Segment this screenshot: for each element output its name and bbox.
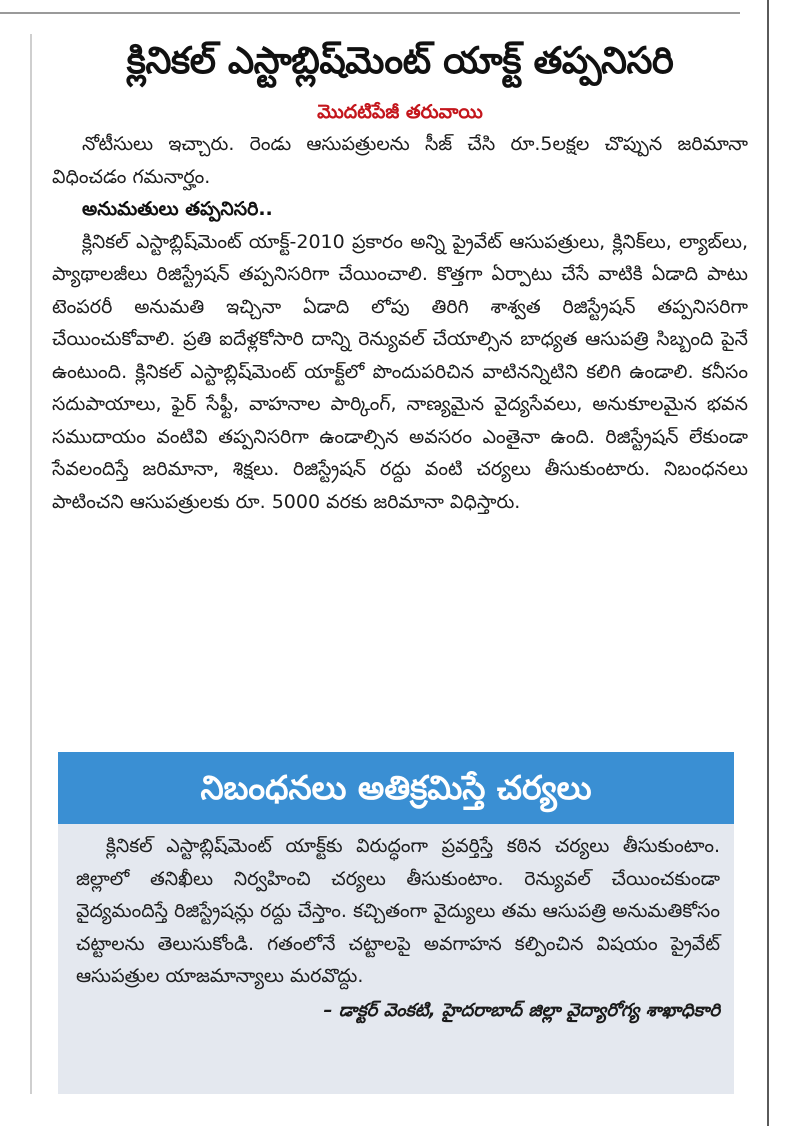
box-title-banner: నిబంధనలు అతిక్రమిస్తే చర్యలు (58, 752, 734, 824)
left-column-rule (30, 34, 32, 1094)
sidebar-quote-box (58, 752, 734, 1094)
official-quote: క్లినికల్ ఎస్టాబ్లిష్‌మెంట్ యాక్ట్‌కు విరుద్ధంగా ప్రవర్తిస్తే కఠిన చర్యలు తీసుకుంటాం. జిల్లాలో తనిఖీలు నిర్వహించి చర్యలు తీసుకుంటాం. రెన్యువల్ చేయించకుండా వైద్యమందిస్తే రిజిస్ట్రేషన్లు రద్దు చేస్తాం. కచ్చితంగా వైద్యులు తమ ఆసుపత్రి అనుమతికోసం చట్టాలను తెలుసుకోండి. గతంలోనే చట్టాలపై అవగాహన కల్పించిన విషయం ప్రైవేట్ ఆసుపత్రుల యాజమాన్యాలు మరవొద్దు. (76, 835, 720, 987)
article-body (52, 128, 748, 518)
section-subheading: అనుమతులు తప్పనిసరి.. (82, 198, 273, 220)
column-divider (767, 0, 769, 1126)
top-divider (0, 12, 740, 14)
news-article (52, 28, 748, 518)
quote-attribution: – డాక్టర్ వెంకటి, హైదరాబాద్ జిల్లా వైద్యారోగ్య శాఖాధికారి (323, 999, 720, 1021)
intro-paragraph: నోటీసులు ఇచ్చారు. రెండు ఆసుపత్రులను సీజ్ చేసి రూ.5లక్షల చొప్పున జరిమానా విధించడం గమనార్హం. (52, 133, 748, 188)
continuation-label: మొదటిపేజీ తరువాయి (317, 101, 483, 123)
box-body (58, 824, 734, 1027)
article-headline: క్లినికల్ ఎస్టాబ్లిష్‌మెంట్ యాక్ట్ తప్పనిసరి (126, 39, 674, 82)
main-paragraph: క్లినికల్ ఎస్టాబ్లిష్‌మెంట్ యాక్ట్-2010 ప్రకారం అన్ని ప్రైవేట్ ఆసుపత్రులు, క్లినిక్‌లు, ల్యాబ్‌లు, ప్యాథాలజీలు రిజిస్ట్రేషన్ తప్పనిసరిగా చేయించాలి. కొత్తగా ఏర్పాటు చేసే వాటికి ఏడాది పాటు టెంపరరీ అనుమతి ఇచ్చినా ఏడాది లోపు తిరిగి శాశ్వత రిజిస్ట్రేషన్ తప్పనిసరిగా చేయించుకోవాలి. ప్రతి ఐదేళ్లకోసారి దాన్ని రెన్యువల్ చేయాల్సిన బాధ్యత ఆసుపత్రి సిబ్బంది పైనే ఉంటుంది. క్లినికల్ ఎస్టాబ్లిష్‌మెంట్ యాక్ట్‌లో పొందుపరిచిన వాటినన్నిటిని కలిగి ఉండాలి. కనీసం సదుపాయాలు, ఫైర్ సేఫ్టీ, వాహనాల పార్కింగ్, నాణ్యమైన వైద్యసేవలు, అనుకూలమైన భవన సముదాయం వంటివి తప్పనిసరిగా ఉండాల్సిన అవసరం ఎంతైనా ఉంది. రిజిస్ట్రేషన్ లేకుండా సేవలందిస్తే జరిమానా, శిక్షలు. రిజిస్ట్రేషన్ రద్దు వంటి చర్యలు తీసుకుంటారు. నిబంధనలు పాటించని ఆసుపత్రులకు రూ. 5000 వరకు జరిమానా విధిస్తారు. (52, 230, 748, 513)
